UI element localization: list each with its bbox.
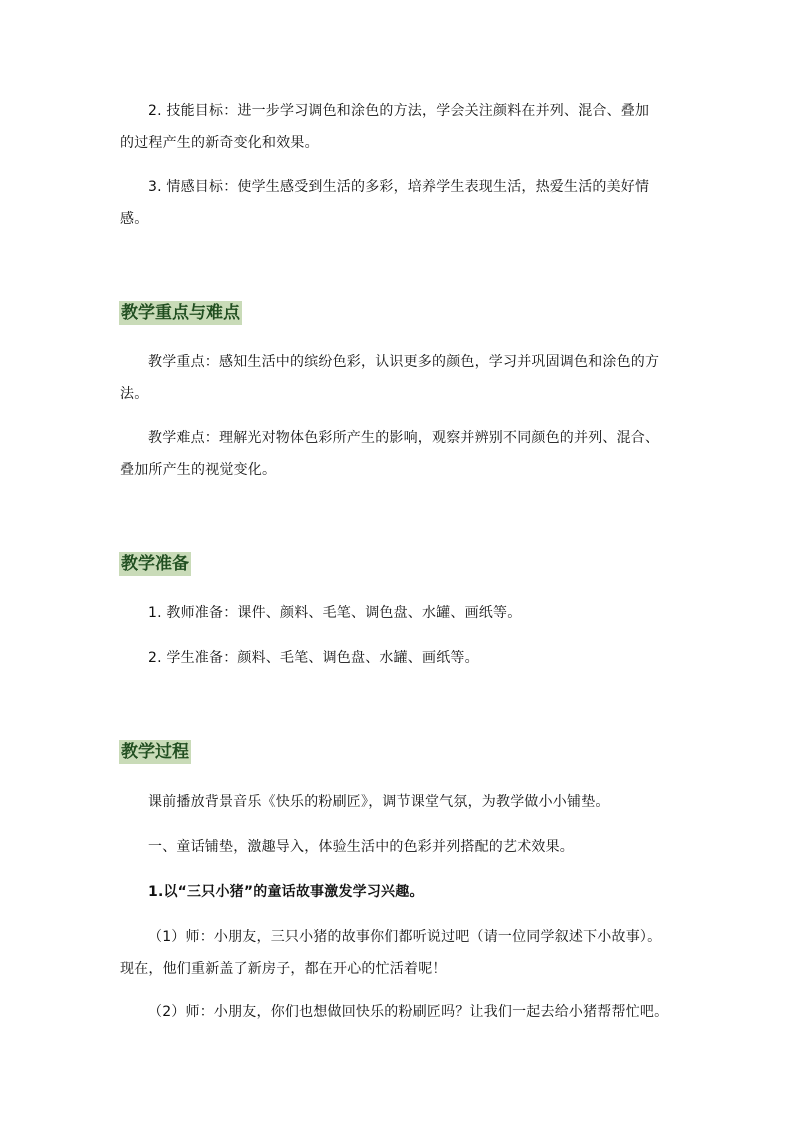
- process-section-1-text: 一、童话铺垫，激趣导入，体验生活中的色彩并列搭配的艺术效果。: [148, 839, 574, 855]
- emotion-objective-line1: 3. 情感目标：使学生感受到生活的多彩，培养学生表现生活，热爱生活的美好情: [148, 179, 650, 195]
- preparation-heading: 教学准备: [121, 554, 189, 574]
- teaching-difficulty: [120, 422, 680, 486]
- student-preparation-text: 2. 学生准备：颜料、毛笔、调色盘、水罐、画纸等。: [148, 650, 479, 666]
- process-heading: 教学过程: [121, 742, 189, 762]
- student-preparation: [120, 642, 680, 674]
- emotion-objective-line2: 感。: [120, 211, 149, 227]
- teacher-question-1: [120, 921, 680, 985]
- teacher-question-2: [120, 996, 680, 1028]
- teacher-question-1-line2: 现在，他们重新盖了新房子，都在开心的忙活着呢！: [120, 961, 447, 977]
- skill-objective-line2: 的过程产生的新奇变化和效果。: [120, 135, 319, 151]
- teacher-question-1-line1: （1）师：小朋友，三只小猪的故事你们都听说过吧（请一位同学叙述下小故事）。: [148, 929, 662, 945]
- key-points-heading: 教学重点与难点: [121, 303, 240, 323]
- teaching-difficulty-line1: 教学难点：理解光对物体色彩所产生的影响，观察并辨别不同颜色的并列、混合、: [148, 430, 660, 446]
- teaching-focus: [120, 346, 680, 410]
- process-intro-text: 课前播放背景音乐《快乐的粉刷匠》，调节课堂气氛，为教学做小小铺垫。: [148, 794, 610, 810]
- process-step-1: [120, 876, 680, 908]
- teacher-preparation: [120, 597, 680, 629]
- teacher-preparation-text: 1. 教师准备：课件、颜料、毛笔、调色盘、水罐、画纸等。: [148, 605, 522, 621]
- teaching-focus-line2: 法。: [120, 386, 149, 402]
- teaching-difficulty-line2: 叠加所产生的视觉变化。: [120, 462, 277, 478]
- skill-objective: [120, 95, 680, 159]
- teacher-question-2-text: （2）师：小朋友，你们也想做回快乐的粉刷匠吗？让我们一起去给小猪帮帮忙吧。: [148, 1004, 669, 1020]
- emotion-objective: [120, 171, 680, 235]
- teaching-focus-line1: 教学重点：感知生活中的缤纷色彩，认识更多的颜色，学习并巩固调色和涂色的方: [148, 354, 660, 370]
- process-intro: [120, 786, 680, 818]
- process-step-1-text: 1.以“三只小猪”的童话故事激发学习兴趣。: [148, 884, 424, 900]
- skill-objective-line1: 2. 技能目标：进一步学习调色和涂色的方法，学会关注颜料在并列、混合、叠加: [148, 103, 650, 119]
- process-section-1: [120, 831, 680, 863]
